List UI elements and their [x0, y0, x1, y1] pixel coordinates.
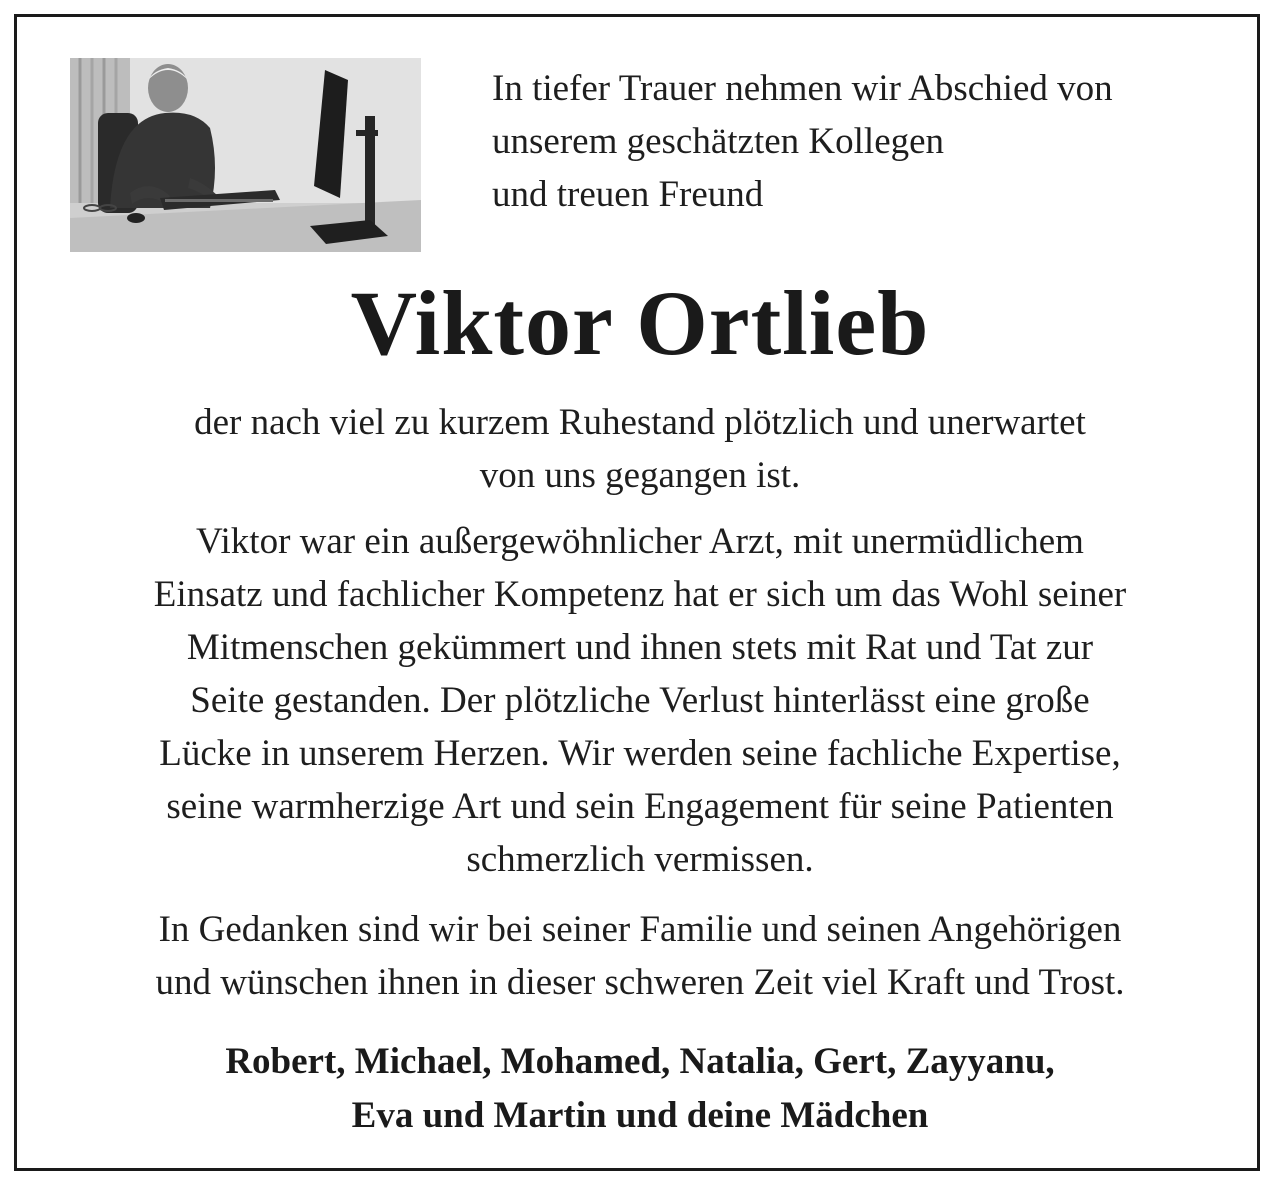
intro-line: In tiefer Trauer nehmen wir Abschied von [492, 68, 1113, 109]
portrait-photo-icon [70, 58, 421, 252]
condolence-line: und wünschen ihnen in dieser schweren Zeit viel Kraft und Trost. [155, 962, 1125, 1003]
portrait-photo-illustration [70, 58, 421, 252]
passing-line: der nach viel zu kurzem Ruhestand plötzlich und unerwartet [194, 402, 1086, 443]
tribute-line: Einsatz und fachlicher Kompetenz hat er sich um das Wohl seiner [153, 574, 1127, 615]
tribute-line: Viktor war ein außergewöhnlicher Arzt, mit unermüdlichem [196, 521, 1084, 562]
intro-line: und treuen Freund [492, 174, 764, 215]
passing-text [0, 396, 1280, 502]
tribute-line: Seite gestanden. Der plötzliche Verlust hinterlässt eine große [190, 680, 1090, 721]
intro-line: unserem geschätzten Kollegen [492, 121, 945, 162]
tribute-text [0, 515, 1280, 886]
intro-text [492, 62, 1232, 221]
tribute-line: seine warmherzige Art und sein Engagement für seine Patienten [166, 786, 1114, 827]
deceased-name: Viktor Ortlieb [350, 272, 930, 374]
condolence-text [0, 903, 1280, 1009]
tribute-line: Mitmenschen gekümmert und ihnen stets mit Rat und Tat zur [186, 627, 1094, 668]
tribute-line: schmerzlich vermissen. [466, 839, 814, 880]
signers-line: Eva und Martin und deine Mädchen [351, 1095, 929, 1136]
tribute-line: Lücke in unserem Herzen. Wir werden seine fachliche Expertise, [159, 733, 1121, 774]
signers-line: Robert, Michael, Mohamed, Natalia, Gert, Zayyanu, [225, 1041, 1055, 1082]
passing-line: von uns gegangen ist. [479, 455, 801, 496]
condolence-line: In Gedanken sind wir bei seiner Familie und seinen Angehörigen [158, 909, 1122, 950]
signers [0, 1035, 1280, 1143]
